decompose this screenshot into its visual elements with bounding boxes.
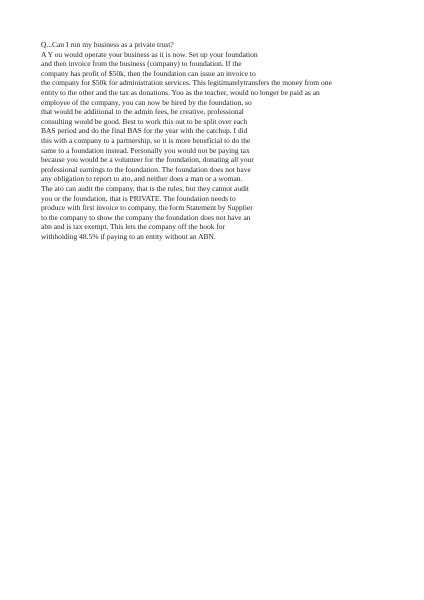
text-line: any obligation to report to ato, and neither does a man or a woman. [41,174,243,184]
text-line: The ato can audit the company, that is the rules, but they cannot audit [41,183,249,193]
text-line: entity to the other and the tax as donations. You as the teacher, would no longer be paid as an [41,87,320,97]
text-line: to the company to show the company the foundation does not have an [41,212,251,222]
text-line: the company for $50k for administration services. This legitimatelytransfers the money from one [41,78,332,88]
text-line: Q...Can I run my business as a private trust? [41,40,174,49]
document-text [41,40,411,241]
text-line: this with a company to a partnership, so it is more beneficial to do the [41,135,251,145]
text-line: A Y ou would operate your business as it is now. Set up your foundation [41,49,258,59]
text-line: abn and is tax exempt. This lets the company off the hook for [41,222,226,232]
text-line: company has profit of $50k, then the foundation can issue an invoice to [41,68,256,78]
text-line: professional earnings to the foundation. The foundation does not have [41,164,251,174]
text-line: and then invoice from the business (company) to foundation. If the [41,59,242,69]
text-line: you or the foundation, that is PRIVATE. The foundation needs to [41,193,236,203]
text-line: produce with first invoice to company, the form Statement by Supplier [41,203,253,213]
text-line: consulting would be good. Best to work this out to be split over each [41,116,248,126]
text-line: employee of the company, you can now be hired by the foundation, so [41,97,252,107]
text-line: because you would be a volunteer for the foundation, donating all your [41,155,254,165]
text-line: BAS period and do the final BAS for the year with the catchup. I did [41,126,248,136]
text-line: that would be additional to the admin fees, be creative, professional [41,107,244,117]
text-line: withholding 48.5% if paying to an entity without an ABN. [41,231,216,241]
text-line: same to a foundation instead. Personally you would not be paying tax [41,145,250,155]
